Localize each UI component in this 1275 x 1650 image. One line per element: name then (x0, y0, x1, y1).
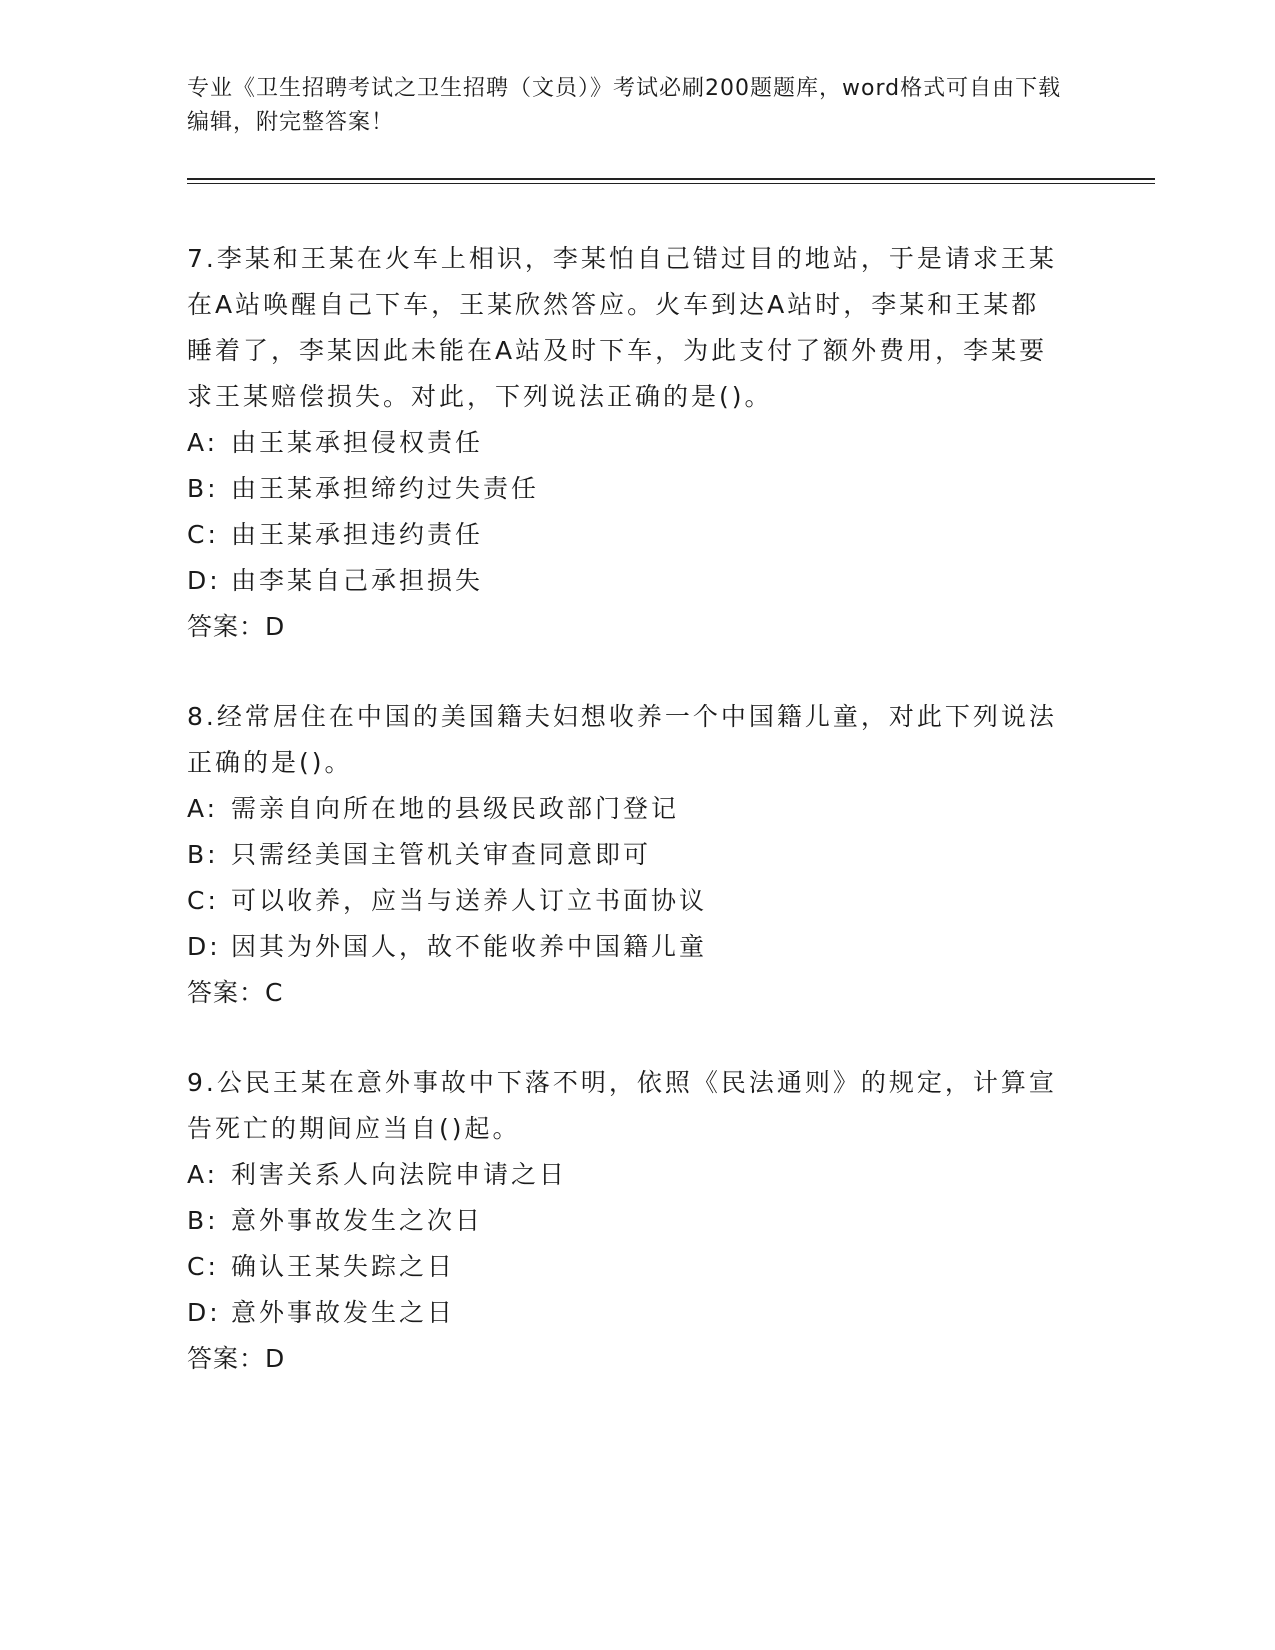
option-letter: A: (187, 1160, 219, 1189)
header-divider-thin (187, 183, 1155, 184)
answer-line: 答案：D (187, 1344, 286, 1373)
option-a (187, 1152, 1067, 1198)
option-b (187, 832, 1067, 878)
option-b (187, 1198, 1067, 1244)
option-a (187, 786, 1067, 832)
answer-line: 答案：C (187, 978, 284, 1007)
question-text: 7.李某和王某在火车上相识，李某怕自己错过目的地站，于是请求王某在A站唤醒自己下车，王某欣然答应。火车到达A站时，李某和王某都睡着了，李某因此未能在A站及时下车，为此支付了额外费用，李某要求王某赔偿损失。对此，下列说法正确的是()。 (187, 244, 1057, 411)
option-d (187, 1290, 1067, 1336)
option-c (187, 878, 1067, 924)
option-d (187, 924, 1067, 970)
option-b (187, 466, 1067, 512)
option-letter: D: (187, 1298, 221, 1327)
question-text: 8.经常居住在中国的美国籍夫妇想收养一个中国籍儿童，对此下列说法正确的是()。 (187, 702, 1057, 777)
option-text: 只需经美国主管机关审查同意即可 (231, 840, 652, 869)
option-text: 意外事故发生之日 (231, 1298, 456, 1327)
option-letter: C: (187, 520, 219, 549)
option-text: 由王某承担违约责任 (231, 520, 484, 549)
option-letter: A: (187, 428, 219, 457)
option-letter: B: (187, 1206, 219, 1235)
option-text: 利害关系人向法院申请之日 (231, 1160, 568, 1189)
option-letter: D: (187, 566, 221, 595)
option-a (187, 420, 1067, 466)
option-c (187, 512, 1067, 558)
option-letter: A: (187, 794, 219, 823)
option-text: 由李某自己承担损失 (231, 566, 484, 595)
option-text: 由王某承担缔约过失责任 (231, 474, 540, 503)
option-d (187, 558, 1067, 604)
question-list (187, 236, 1067, 1382)
header-divider-thick (187, 178, 1155, 180)
question-spacer (187, 1016, 1067, 1060)
question-7 (187, 236, 1067, 650)
option-text: 需亲自向所在地的县级民政部门登记 (231, 794, 680, 823)
question-spacer (187, 650, 1067, 694)
option-letter: D: (187, 932, 221, 961)
option-text: 由王某承担侵权责任 (231, 428, 484, 457)
option-c (187, 1244, 1067, 1290)
option-letter: B: (187, 840, 219, 869)
option-text: 因其为外国人，故不能收养中国籍儿童 (231, 932, 708, 961)
option-text: 确认王某失踪之日 (231, 1252, 456, 1281)
option-text: 可以收养，应当与送养人订立书面协议 (231, 886, 708, 915)
option-text: 意外事故发生之次日 (231, 1206, 484, 1235)
option-letter: C: (187, 1252, 219, 1281)
document-header: 专业《卫生招聘考试之卫生招聘（文员）》考试必刷200题题库，word格式可自由下载编辑，附完整答案！ (187, 76, 1062, 135)
answer-line: 答案：D (187, 612, 286, 641)
question-8 (187, 694, 1067, 1016)
question-text: 9.公民王某在意外事故中下落不明，依照《民法通则》的规定，计算宣告死亡的期间应当自()起。 (187, 1068, 1057, 1143)
option-letter: B: (187, 474, 219, 503)
question-9 (187, 1060, 1067, 1382)
option-letter: C: (187, 886, 219, 915)
